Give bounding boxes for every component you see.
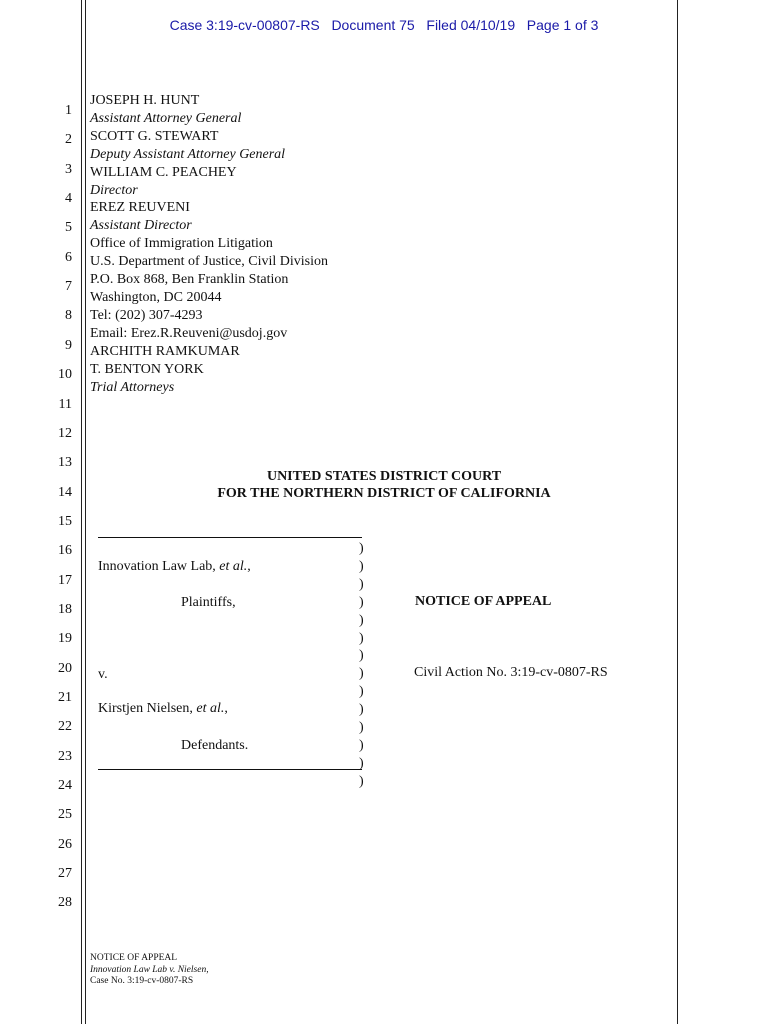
court-name: UNITED STATES DISTRICT COURT <box>266 469 502 484</box>
line-number: 13 <box>58 455 72 471</box>
line-number: 26 <box>58 836 72 852</box>
line-number: 9 <box>65 337 72 353</box>
line-number: 16 <box>58 543 72 559</box>
counsel-line: Email: Erez.R.Reuveni@usdoj.gov <box>90 325 288 341</box>
footer-title: NOTICE OF APPEAL <box>90 953 178 963</box>
page-footer <box>90 953 209 988</box>
line-number: 8 <box>65 308 72 324</box>
court-district: FOR THE NORTHERN DISTRICT OF CALIFORNIA <box>217 486 551 501</box>
line-number: 24 <box>58 778 72 794</box>
line-number: 5 <box>65 220 72 236</box>
line-number: 18 <box>58 601 72 617</box>
filed-date: Filed 04/10/19 <box>426 17 516 33</box>
line-number: 4 <box>65 191 72 207</box>
counsel-line: Assistant Director <box>90 218 192 234</box>
margin-rule-right <box>677 0 678 1024</box>
ecf-header <box>0 17 768 33</box>
line-number: 20 <box>58 660 72 676</box>
defendant-et-al: et al. <box>196 701 225 716</box>
counsel-line: ARCHITH RAMKUMAR <box>90 343 240 359</box>
margin-rule-left-outer <box>81 0 82 1024</box>
counsel-line: WILLIAM C. PEACHEY <box>90 164 237 180</box>
plaintiff-name: Innovation Law Lab, <box>98 559 220 574</box>
line-number: 12 <box>58 425 72 441</box>
line-number: 11 <box>58 396 72 412</box>
counsel-line: Trial Attorneys <box>90 379 175 395</box>
counsel-line: U.S. Department of Justice, Civil Division <box>90 254 328 270</box>
defendant-comma: , <box>224 701 228 716</box>
counsel-line: P.O. Box 868, Ben Franklin Station <box>90 272 289 288</box>
case-number: Case 3:19-cv-00807-RS <box>169 17 320 33</box>
line-number: 7 <box>65 279 72 295</box>
line-number: 21 <box>58 690 72 705</box>
line-number: 22 <box>58 719 72 735</box>
counsel-line: SCOTT G. STEWART <box>90 128 219 144</box>
counsel-line: T. BENTON YORK <box>90 361 204 377</box>
counsel-block <box>90 92 328 396</box>
line-number: 15 <box>58 513 72 529</box>
plaintiff-party <box>98 558 251 575</box>
counsel-line: Assistant Attorney General <box>90 110 242 126</box>
line-number: 25 <box>58 807 72 823</box>
counsel-line: Washington, DC 20044 <box>90 289 222 305</box>
defendant-party <box>98 700 228 717</box>
line-number: 27 <box>58 866 72 882</box>
civil-action-number: Civil Action No. 3:19-cv-0807-RS <box>414 665 608 680</box>
line-number: 23 <box>58 748 72 764</box>
plaintiff-role: Plaintiffs, <box>181 595 236 610</box>
line-number: 19 <box>58 631 72 647</box>
document-title: NOTICE OF APPEAL <box>415 594 552 609</box>
page-indicator: Page 1 of 3 <box>526 17 599 33</box>
line-number: 28 <box>58 895 72 911</box>
margin-rule-left-inner <box>85 0 86 1024</box>
line-number: 1 <box>65 103 72 118</box>
defendant-name: Kirstjen Nielsen, <box>98 701 197 716</box>
document-number: Document 75 <box>331 17 415 33</box>
versus-label: v. <box>98 667 108 682</box>
plaintiff-comma: , <box>247 559 251 574</box>
line-number: 17 <box>58 572 72 588</box>
plaintiff-et-al: et al. <box>219 559 248 574</box>
line-number: 2 <box>65 132 72 148</box>
caption-rule-bottom <box>98 769 362 770</box>
counsel-line: JOSEPH H. HUNT <box>90 93 200 108</box>
caption-rule-top <box>98 537 362 538</box>
counsel-line: Tel: (202) 307-4293 <box>90 307 203 323</box>
counsel-line: Deputy Assistant Attorney General <box>90 146 286 162</box>
counsel-line: Office of Immigration Litigation <box>90 236 273 252</box>
line-number: 14 <box>58 484 72 500</box>
defendant-role: Defendants. <box>181 738 249 753</box>
line-number: 6 <box>65 249 72 265</box>
line-number: 3 <box>65 161 72 177</box>
caption-parentheses: ) ) ) ) ) ) ) ) ) ) ) ) ) ) <box>359 541 364 789</box>
counsel-line: Director <box>90 182 138 198</box>
footer-case-caption: Innovation Law Lab v. Nielsen, <box>90 964 209 975</box>
counsel-line: EREZ REUVENI <box>90 200 190 216</box>
line-number: 10 <box>58 367 72 383</box>
footer-case-number: Case No. 3:19-cv-0807-RS <box>90 976 194 986</box>
